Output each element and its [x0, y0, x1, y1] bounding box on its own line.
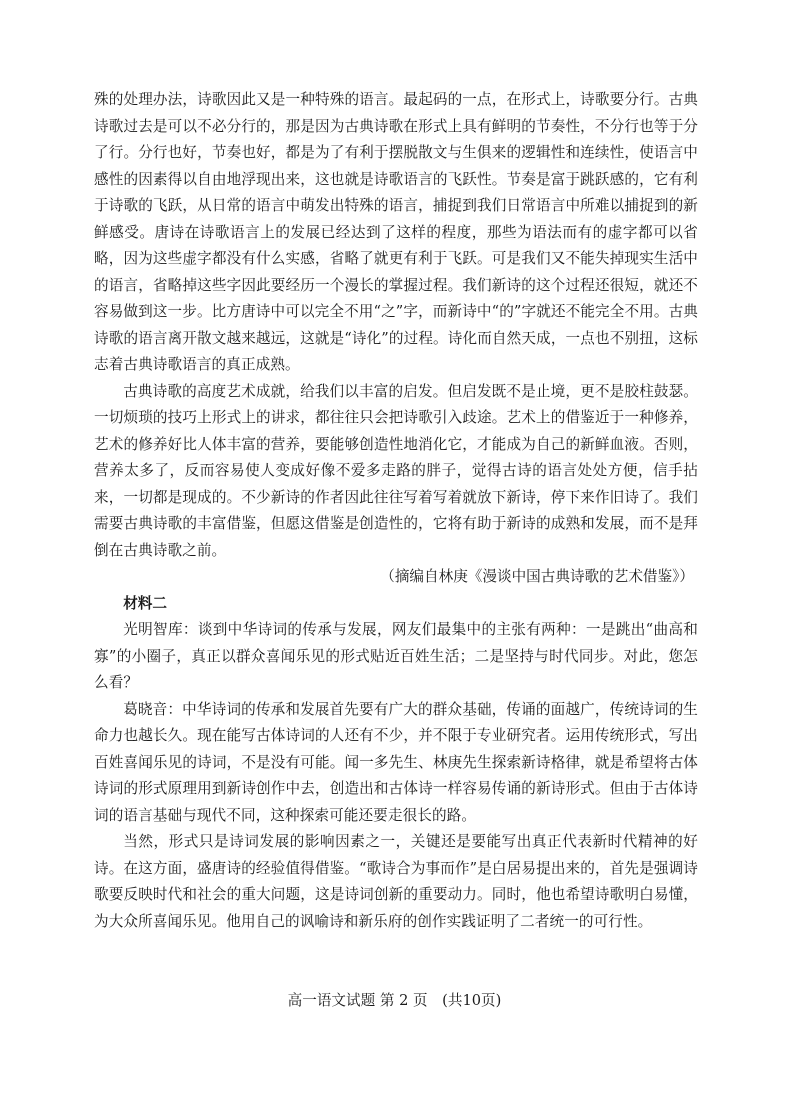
page-footer: 高一语文试题 第 2 页 (共10页) [287, 992, 502, 1009]
paragraph-continued: 殊的处理办法，诗歌因此又是一种特殊的语言。最起码的一点，在形式上，诗歌要分行。古典诗歌过去是可以不必分行的，那是因为古典诗歌在形式上具有鲜明的节奏性，不分行也等于分了行。分行也好，节奏也好，都是为了有利于摆脱散文与生俱来的逻辑性和连续性，使语言中感性的因素得以自由地浮现出来，这也就是诗歌语言的飞跃性。节奏是富于跳跃感的，它有利于诗歌的飞跃，从日常的语言中萌发出特殊的语言，捕捉到我们日常语言中所难以捕捉到的新鲜感受。唐诗在诗歌语言上的发展已经达到了这样的程度，那些为语法而有的虚字都可以省略，因为这些虚字都没有什么实感，省略了就更有利于飞跃。可是我们又不能失掉现实生活中的语言，省略掉这些字因此要经历一个漫长的掌握过程。我们新诗的这个过程还很短，就还不容易做到这一步。比方唐诗中可以完全不用“之”字，而新诗中“的”字就还不能完全不用。古典诗歌的语言离开散文越来越远，这就是“诗化”的过程。诗化而自然天成，一点也不别扭，这标志着古典诗歌语言的真正成熟。 [94, 91, 698, 373]
paragraph-question: 光明智库：谈到中华诗词的传承与发展，网友们最集中的主张有两种：一是跳出“曲高和寡”的小圈子，真正以群众喜闻乐见的形式贴近百姓生活；二是坚持与时代同步。对此，您怎么看？ [94, 621, 698, 691]
paragraph-inspiration: 古典诗歌的高度艺术成就，给我们以丰富的启发。但启发既不是止境，更不是胶柱鼓瑟。一切烦琐的技巧上形式上的讲求，都往往只会把诗歌引入歧途。艺术上的借鉴近于一种修养，艺术的修养好比人体丰富的营养，要能够创造性地消化它，才能成为自己的新鲜血液。否则，营养太多了，反而容易使人变成好像不爱多走路的胖子，觉得古诗的语言处处方便，信手拈来，一切都是现成的。不少新诗的作者因此往往写着写着就放下新诗，停下来作旧诗了。我们需要古典诗歌的丰富借鉴，但愿这借鉴是创造性的，它将有助于新诗的成熟和发展，而不是拜倒在古典诗歌之前。 [94, 382, 698, 559]
paragraph-answer: 葛晓音：中华诗词的传承和发展首先要有广大的群众基础，传诵的面越广，传统诗词的生命力也越长久。现在能写古体诗词的人还有不少，并不限于专业研究者。运用传统形式，写出百姓喜闻乐见的诗词，不是没有可能。闻一多先生、林庚先生探索新诗格律，就是希望将古体诗词的形式原理用到新诗创作中去，创造出和古体诗一样容易传诵的新诗形式。但由于古体诗词的语言基础与现代不同，这种探索可能还要走很长的路。 [94, 700, 698, 824]
page-content [94, 87, 698, 935]
source-citation: （摘编自林庚《漫谈中国古典诗歌的艺术借鉴》） [380, 568, 694, 585]
material-two-heading: 材料二 [123, 594, 167, 612]
paragraph-answer-continued: 当然，形式只是诗词发展的影响因素之一，关键还是要能写出真正代表新时代精神的好诗。在这方面，盛唐诗的经验值得借鉴。“歌诗合为事而作”是白居易提出来的，首先是强调诗歌要反映时代和社会的重大问题，这是诗词创新的重要动力。同时，他也希望诗歌明白易懂，为大众所喜闻乐见。他用自己的讽喻诗和新乐府的创作实践证明了二者统一的可行性。 [94, 833, 698, 930]
